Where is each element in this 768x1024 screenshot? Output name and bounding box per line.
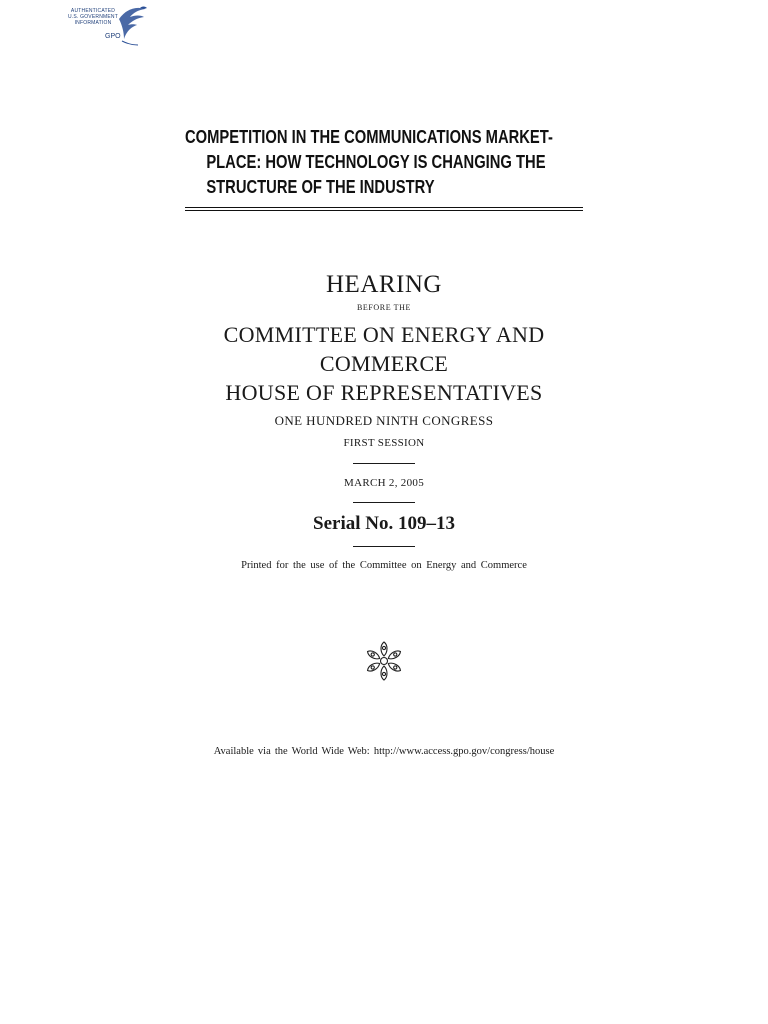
- hearing-heading: HEARING: [326, 271, 442, 298]
- title-line: COMPETITION IN THE COMMUNICATIONS MARKET-: [185, 127, 553, 147]
- congress-label: ONE HUNDRED NINTH CONGRESS: [274, 413, 494, 428]
- logo-text-line: AUTHENTICATED: [70, 8, 116, 14]
- house-of-representatives: HOUSE OF REPRESENTATIVES: [225, 380, 543, 405]
- gpo-authenticated-logo: [62, 5, 148, 47]
- committee-name-line: COMMITTEE ON ENERGY AND: [223, 322, 545, 347]
- eagle-icon: [116, 5, 148, 47]
- logo-text: [62, 8, 124, 26]
- logo-gpo-mark: GPO: [105, 33, 121, 40]
- printer-ornament-icon: [363, 640, 405, 682]
- session-label: FIRST SESSION: [343, 437, 425, 449]
- divider: [353, 463, 415, 464]
- printed-for-note: Printed for the use of the Committee on Energy and Commerce: [241, 560, 527, 571]
- divider: [353, 546, 415, 547]
- before-the-label: BEFORE THE: [356, 303, 412, 312]
- availability-note: Available via the World Wide Web: http://www.access.gpo.gov/congress/house: [213, 746, 555, 757]
- title-double-rule: [185, 207, 583, 211]
- logo-text-line: U.S. GOVERNMENT: [68, 14, 118, 20]
- hearing-title: [185, 125, 583, 200]
- title-line: STRUCTURE OF THE INDUSTRY: [206, 177, 435, 197]
- title-line: PLACE: HOW TECHNOLOGY IS CHANGING THE: [206, 152, 546, 172]
- logo-text-line: INFORMATION: [74, 20, 112, 26]
- committee-name-line: COMMERCE: [319, 351, 449, 376]
- serial-number: Serial No. 109–13: [313, 513, 455, 534]
- hearing-date: MARCH 2, 2005: [344, 477, 424, 489]
- divider: [353, 502, 415, 503]
